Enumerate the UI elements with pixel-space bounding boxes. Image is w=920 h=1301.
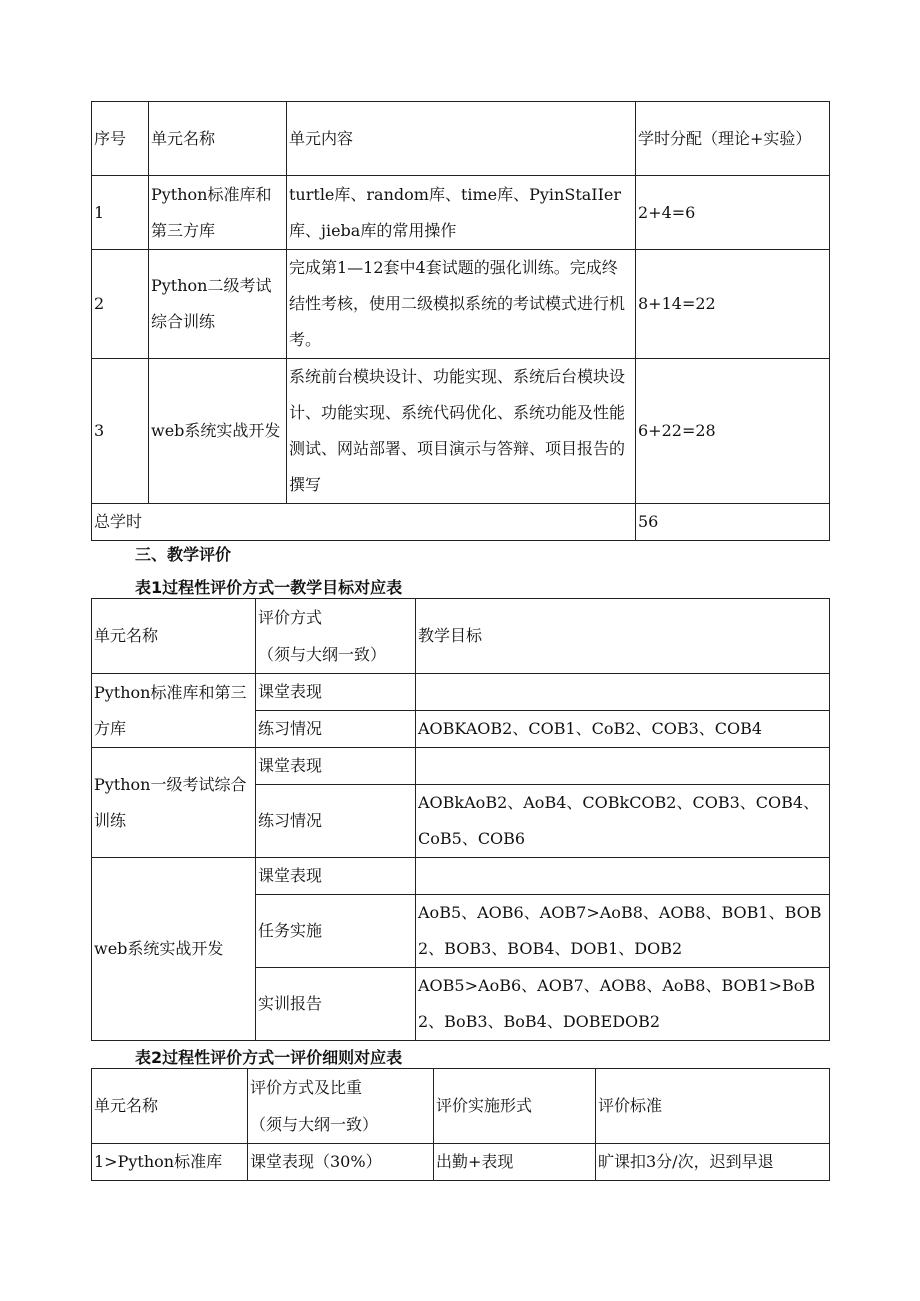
standard: 旷课扣3分/次，迟到早退 <box>596 1144 830 1181</box>
header-content: 单元内容 <box>287 102 636 176</box>
goal <box>416 674 830 711</box>
evaluation-goal-table <box>91 598 830 1041</box>
unit-name: web系统实战开发 <box>92 858 256 1041</box>
header-goal: 教学目标 <box>416 599 830 674</box>
form: 出勤+表现 <box>434 1144 596 1181</box>
header-unit: 单元名称 <box>149 102 287 176</box>
method: 练习情况 <box>256 785 416 858</box>
method: 课堂表现 <box>256 858 416 895</box>
header-form: 评价实施形式 <box>434 1069 596 1144</box>
header-hours: 学时分配（理论+实验） <box>636 102 830 176</box>
header-no: 序号 <box>92 102 149 176</box>
table-row <box>92 674 830 711</box>
header-method-line2: （须与大纲一致） <box>258 645 387 664</box>
table2-title: 表2过程性评价方式一评价细则对应表 <box>135 1048 403 1067</box>
row-content: turtle库、random库、time库、PyinStaIIer库、jieba库的常用操作 <box>287 176 636 250</box>
row-no: 1 <box>92 176 149 250</box>
section-title: 三、教学评价 <box>135 545 232 564</box>
table-row <box>92 250 830 359</box>
method: 课堂表现（30%） <box>248 1144 434 1181</box>
row-no: 2 <box>92 250 149 359</box>
total-label: 总学时 <box>92 504 636 541</box>
goal <box>416 858 830 895</box>
goal: AOB5>AoB6、AOB7、AOB8、AoB8、BOB1>BoB2、BoB3、BoB4、DOBEDOB2 <box>416 968 830 1041</box>
table-row <box>92 359 830 504</box>
row-unit: web系统实战开发 <box>149 359 287 504</box>
row-content: 完成第1—12套中4套试题的强化训练。完成终结性考核，使用二级模拟系统的考试模式进行机考。 <box>287 250 636 359</box>
row-content: 系统前台模块设计、功能实现、系统后台模块设计、功能实现、系统代码优化、系统功能及性能测试、网站部署、项目演示与答辩、项目报告的撰写 <box>287 359 636 504</box>
row-hours: 8+14=22 <box>636 250 830 359</box>
header-method <box>248 1069 434 1144</box>
method: 任务实施 <box>256 895 416 968</box>
row-no: 3 <box>92 359 149 504</box>
header-method-line2: （须与大纲一致） <box>250 1115 379 1134</box>
row-hours: 2+4=6 <box>636 176 830 250</box>
total-row <box>92 504 830 541</box>
row-unit: Python二级考试综合训练 <box>149 250 287 359</box>
table-row <box>92 176 830 250</box>
evaluation-rules-table <box>91 1068 830 1181</box>
header-method <box>256 599 416 674</box>
row-hours: 6+22=28 <box>636 359 830 504</box>
table-row <box>92 858 830 895</box>
table-row <box>92 748 830 785</box>
method: 练习情况 <box>256 711 416 748</box>
header-unit: 单元名称 <box>92 599 256 674</box>
header-method-line1: 评价方式及比重 <box>250 1078 363 1097</box>
row-unit: Python标准库和第三方库 <box>149 176 287 250</box>
total-value: 56 <box>636 504 830 541</box>
goal: AoB5、AOB6、AOB7>AoB8、AOB8、BOB1、BOB2、BOB3、BOB4、DOB1、DOB2 <box>416 895 830 968</box>
goal: AOBkAoB2、AoB4、COBkCOB2、COB3、COB4、CoB5、COB6 <box>416 785 830 858</box>
table1-title: 表1过程性评价方式一教学目标对应表 <box>135 578 403 597</box>
method: 课堂表现 <box>256 748 416 785</box>
method: 实训报告 <box>256 968 416 1041</box>
unit-name: 1>Python标准库 <box>92 1144 248 1181</box>
header-method-line1: 评价方式 <box>258 608 323 627</box>
method: 课堂表现 <box>256 674 416 711</box>
unit-name: Python一级考试综合训练 <box>92 748 256 858</box>
header-unit: 单元名称 <box>92 1069 248 1144</box>
header-standard: 评价标准 <box>596 1069 830 1144</box>
table-row <box>92 1144 830 1181</box>
goal <box>416 748 830 785</box>
goal: AOBKAOB2、COB1、CoB2、COB3、COB4 <box>416 711 830 748</box>
course-units-table <box>91 101 830 541</box>
unit-name: Python标准库和第三方库 <box>92 674 256 748</box>
